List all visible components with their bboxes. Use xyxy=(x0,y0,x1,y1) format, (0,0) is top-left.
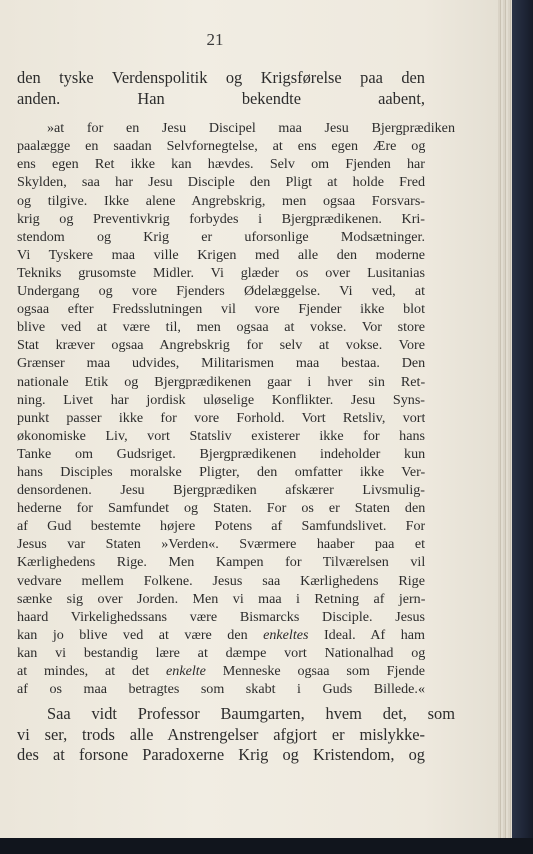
text-line: paalægge en saadan Selvfornegtelse, at ens egen Ære og xyxy=(17,138,425,155)
text-line: punkt passer ikke for vore Forhold. Vort Retsliv, vort xyxy=(17,409,425,426)
text-line: af Gud bestemte højere Potens af Samfundslivet. For xyxy=(17,518,425,535)
text-line: nationale Etik og Bjergprædikenen gaar i hver sin Ret- xyxy=(17,373,425,390)
text-line xyxy=(17,626,425,644)
text-line: Undergang og vore Fjenders Ødelæggelse. Vi ved, at xyxy=(17,283,425,300)
text-line: Kærlighedens Rige. Men Kampen for Tilværelsen vil xyxy=(17,554,425,571)
text-line: af os maa betragtes som skabt i Guds Billede.« xyxy=(17,681,425,698)
emphasis: enkelte xyxy=(166,663,206,679)
text-line: Tanke om Gudsriget. Bjergprædikenen indeholder kun xyxy=(17,445,425,462)
text-line: Skylden, saa har Jesu Disciple den Pligt at holde Fred xyxy=(17,174,425,191)
text-line: Tekniks grusomste Midler. Vi glæder os over Lusitanias xyxy=(17,264,425,281)
text-line: ning. Livet har jordisk uløselige Konflikter. Jesu Syns- xyxy=(17,391,425,408)
text-line: den tyske Verdenspolitik og Krigsførelse paa den xyxy=(17,68,425,87)
text-line: anden. Han bekendte aabent, xyxy=(17,88,425,108)
text-line: kan vi bestandig lære at dæmpe vort Nationalhad og xyxy=(17,644,425,661)
text-line: Stat kræver ogsaa Angrebskrig for selv at vokse. Vore xyxy=(17,337,425,354)
text-line: økonomiske Liv, vort Statsliv existerer ikke for hans xyxy=(17,427,425,444)
text-line: vi ser, trods alle Anstrengelser afgjort er mislykke- xyxy=(17,724,425,744)
text-line: krig og Preventivkrig forbydes i Bjergprædikenen. Kri- xyxy=(17,210,425,227)
quote-block xyxy=(17,119,455,698)
text-line: hederne for Samfundet og Staten. For os er Staten den xyxy=(17,500,425,517)
text-run: Ideal. Af ham xyxy=(308,626,425,643)
emphasis: enkeltes xyxy=(263,626,309,643)
text-line xyxy=(17,662,425,680)
text-line: ens egen Ret ikke kan hævdes. Selv om Fjenden har xyxy=(17,156,425,173)
page-edge xyxy=(498,0,512,838)
text-line: des at forsone Paradoxerne Krig og Kristendom, og xyxy=(17,745,425,765)
text-run: at mindes, at det xyxy=(17,663,167,679)
text-line: vedvare mellem Folkene. Jesus saa Kærlighedens Rige xyxy=(17,572,425,589)
text-line: Grænser maa udvides, Militarismen maa bestaa. Den xyxy=(17,355,425,372)
closing-paragraph xyxy=(17,704,455,766)
text-line: Vi Tyskere maa ville Krigen med alle den moderne xyxy=(17,246,425,263)
scan-border xyxy=(0,838,533,854)
text-line: Jesus var Staten »Verden«. Sværmere haaber paa et xyxy=(17,536,425,553)
text-line: hans Disciples moralske Pligter, den omfatter ikke Ver- xyxy=(17,463,425,480)
text-line: Saa vidt Professor Baumgarten, hvem det, som xyxy=(47,704,455,724)
text-line: sænke sig over Jorden. Men vi maa i Retning af jern- xyxy=(17,590,425,607)
text-line: densordenen. Jesu Bjergprædiken afskærer Livsmulig- xyxy=(17,482,425,499)
text-run: Menneske ogsaa som Fjende xyxy=(205,663,425,679)
intro-paragraph xyxy=(17,68,425,109)
book-cover xyxy=(512,0,533,854)
page-text xyxy=(17,68,455,766)
text-line: stendom og Krig er uforsonlige Modsætninger. xyxy=(17,228,425,245)
page-number: 21 xyxy=(206,30,224,49)
text-line: blive ved at være til, men ogsaa at vokse. Vor store xyxy=(17,319,425,336)
text-line: og tilgive. Ikke alene Angrebskrig, men ogsaa Forsvars- xyxy=(17,192,425,209)
text-line: haard Virkelighedssans være Bismarcks Disciple. Jesus xyxy=(17,608,425,625)
text-line: ogsaa efter Fredsslutningen vil vore Fjender ikke blot xyxy=(17,301,425,318)
text-line: »at for en Jesu Discipel maa Jesu Bjergprædiken xyxy=(47,120,455,137)
text-run: kan jo blive ved at være den xyxy=(17,626,264,643)
quote-paragraph xyxy=(17,119,455,698)
